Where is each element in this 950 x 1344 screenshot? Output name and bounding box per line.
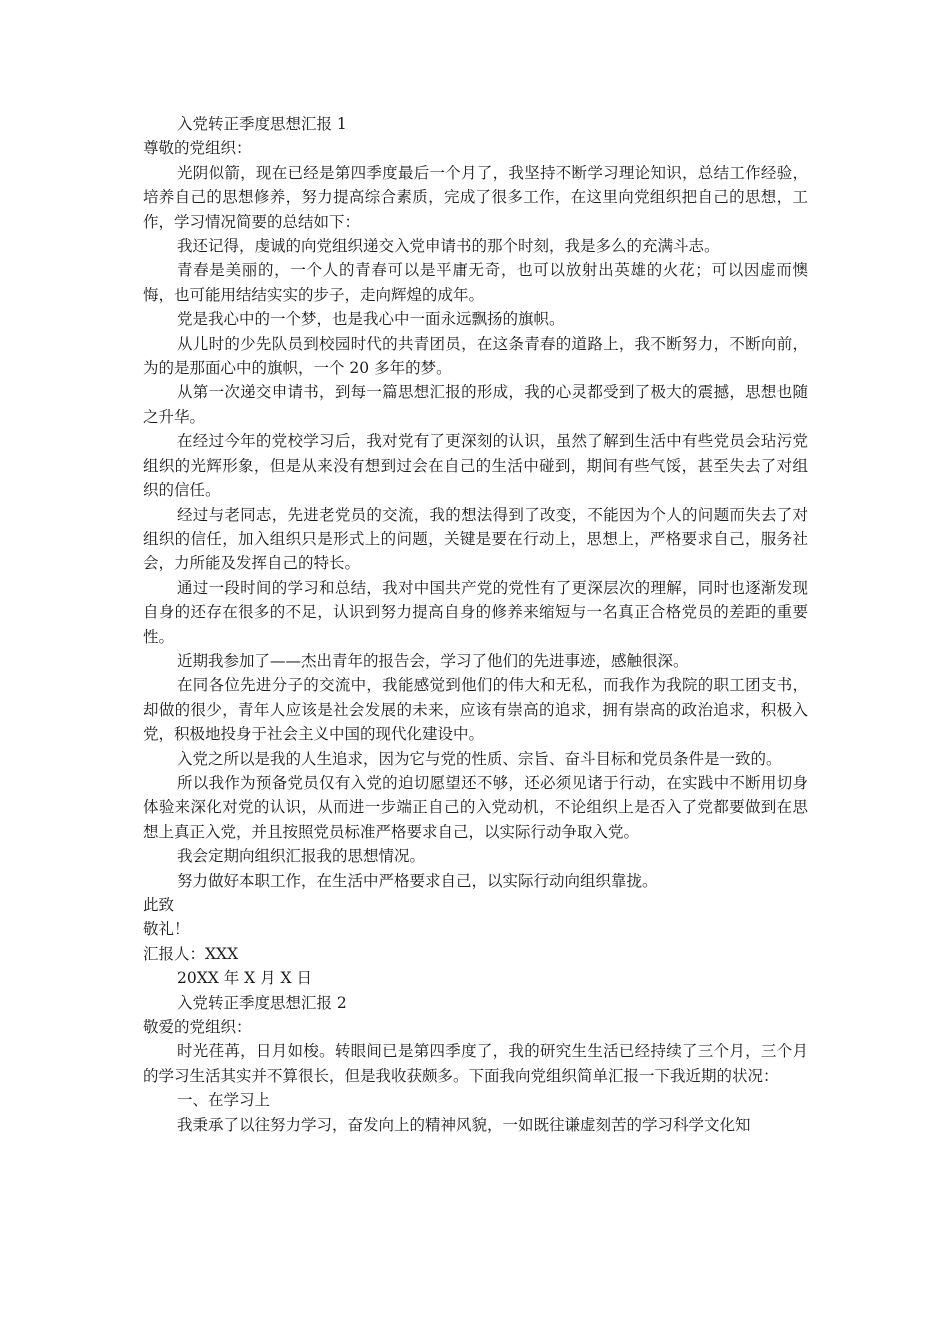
paragraph: 在经过今年的党校学习后，我对党有了更深刻的认识，虽然了解到生活中有些党员会玷污党组织的光辉形象，但是从来没有想到过会在自己的生活中碰到，期间有些气馁，甚至失去了对组织的信任。	[143, 432, 808, 500]
paragraph: 通过一段时间的学习和总结，我对中国共产党的党性有了更深层次的理解，同时也逐渐发现自身的还存在很多的不足，认识到努力提高自身的修养来缩短与一名真正合格党员的差距的重要性。	[143, 578, 808, 646]
paragraph: 我还记得，虔诚的向党组织递交入党申请书的那个时刻，我是多么的充满斗志。	[177, 237, 720, 256]
paragraph: 我会定期向组织汇报我的思想情况。	[177, 847, 426, 866]
paragraph: 党是我心中的一个梦，也是我心中一面永远飘扬的旗帜。	[177, 310, 565, 329]
document-page	[143, 112, 808, 1137]
paragraph: 光阴似箭，现在已经是第四季度最后一个月了，我坚持不断学习理论知识，总结工作经验，培养自己的思想修养，努力提高综合素质，完成了很多工作，在这里向党组织把自己的思想，工作，学习情况简要的总结如下：	[143, 163, 808, 231]
report-title-2: 入党转正季度思想汇报 2	[177, 993, 347, 1012]
closing-salute: 敬礼！	[143, 920, 190, 939]
closing-phrase: 此致	[143, 896, 175, 914]
report-title-1: 入党转正季度思想汇报 1	[177, 115, 347, 133]
salutation-1: 尊敬的党组织：	[143, 139, 252, 158]
salutation-2: 敬爱的党组织：	[143, 1018, 252, 1037]
reporter-signature: 汇报人：XXX	[143, 944, 239, 963]
paragraph: 经过与老同志，先进老党员的交流，我的想法得到了改变，不能因为个人的问题而失去了对组织的信任，加入组织只是形式上的问题，关键是要在行动上，思想上，严格要求自己，服务社会，力所能及发挥自己的特长。	[143, 505, 808, 573]
paragraph: 从第一次递交申请书，到每一篇思想汇报的形成，我的心灵都受到了极大的震撼，思想也随之升华。	[143, 383, 808, 426]
section-heading: 一、在学习上	[177, 1091, 271, 1110]
paragraph: 青春是美丽的，一个人的青春可以是平庸无奇，也可以放射出英雄的火花；可以因虚而懊悔，也可能用结结实实的步子，走向辉煌的成年。	[143, 261, 808, 304]
paragraph: 我秉承了以往努力学习，奋发向上的精神风貌，一如既往谦虚刻苦的学习科学文化知	[177, 1115, 751, 1134]
paragraph: 在同各位先进分子的交流中，我能感觉到他们的伟大和无私，而我作为我院的职工团支书，却做的很少，青年人应该是社会发展的未来，应该有崇高的追求，拥有崇高的政治追求，积极入党，积极地投身于社会主义中国的现代化建设中。	[143, 676, 808, 744]
paragraph: 从儿时的少先队员到校园时代的共青团员，在这条青春的道路上，我不断努力，不断向前，为的是那面心中的旗帜，一个 20 多年的梦。	[143, 334, 808, 378]
report-date: 20XX 年 X 月 X 日	[177, 969, 312, 988]
paragraph: 入党之所以是我的人生追求，因为它与党的性质、宗旨、奋斗目标和党员条件是一致的。	[177, 749, 782, 768]
paragraph: 所以我作为预备党员仅有入党的迫切愿望还不够，还必须见诸于行动，在实践中不断用切身体验来深化对党的认识，从而进一步端正自己的入党动机，不论组织上是否入了党都要做到在思想上真正入党，并且按照党员标准严格要求自己，以实际行动争取入党。	[143, 773, 808, 841]
paragraph: 近期我参加了——杰出青年的报告会，学习了他们的先进事迹，感触很深。	[177, 651, 689, 670]
paragraph: 努力做好本职工作，在生活中严格要求自己，以实际行动向组织靠拢。	[177, 871, 658, 890]
paragraph: 时光荏苒，日月如梭。转眼间已是第四季度了，我的研究生生活已经持续了三个月，三个月的学习生活其实并不算很长，但是我收获颇多。下面我向党组织简单汇报一下我近期的状况：	[143, 1042, 808, 1085]
